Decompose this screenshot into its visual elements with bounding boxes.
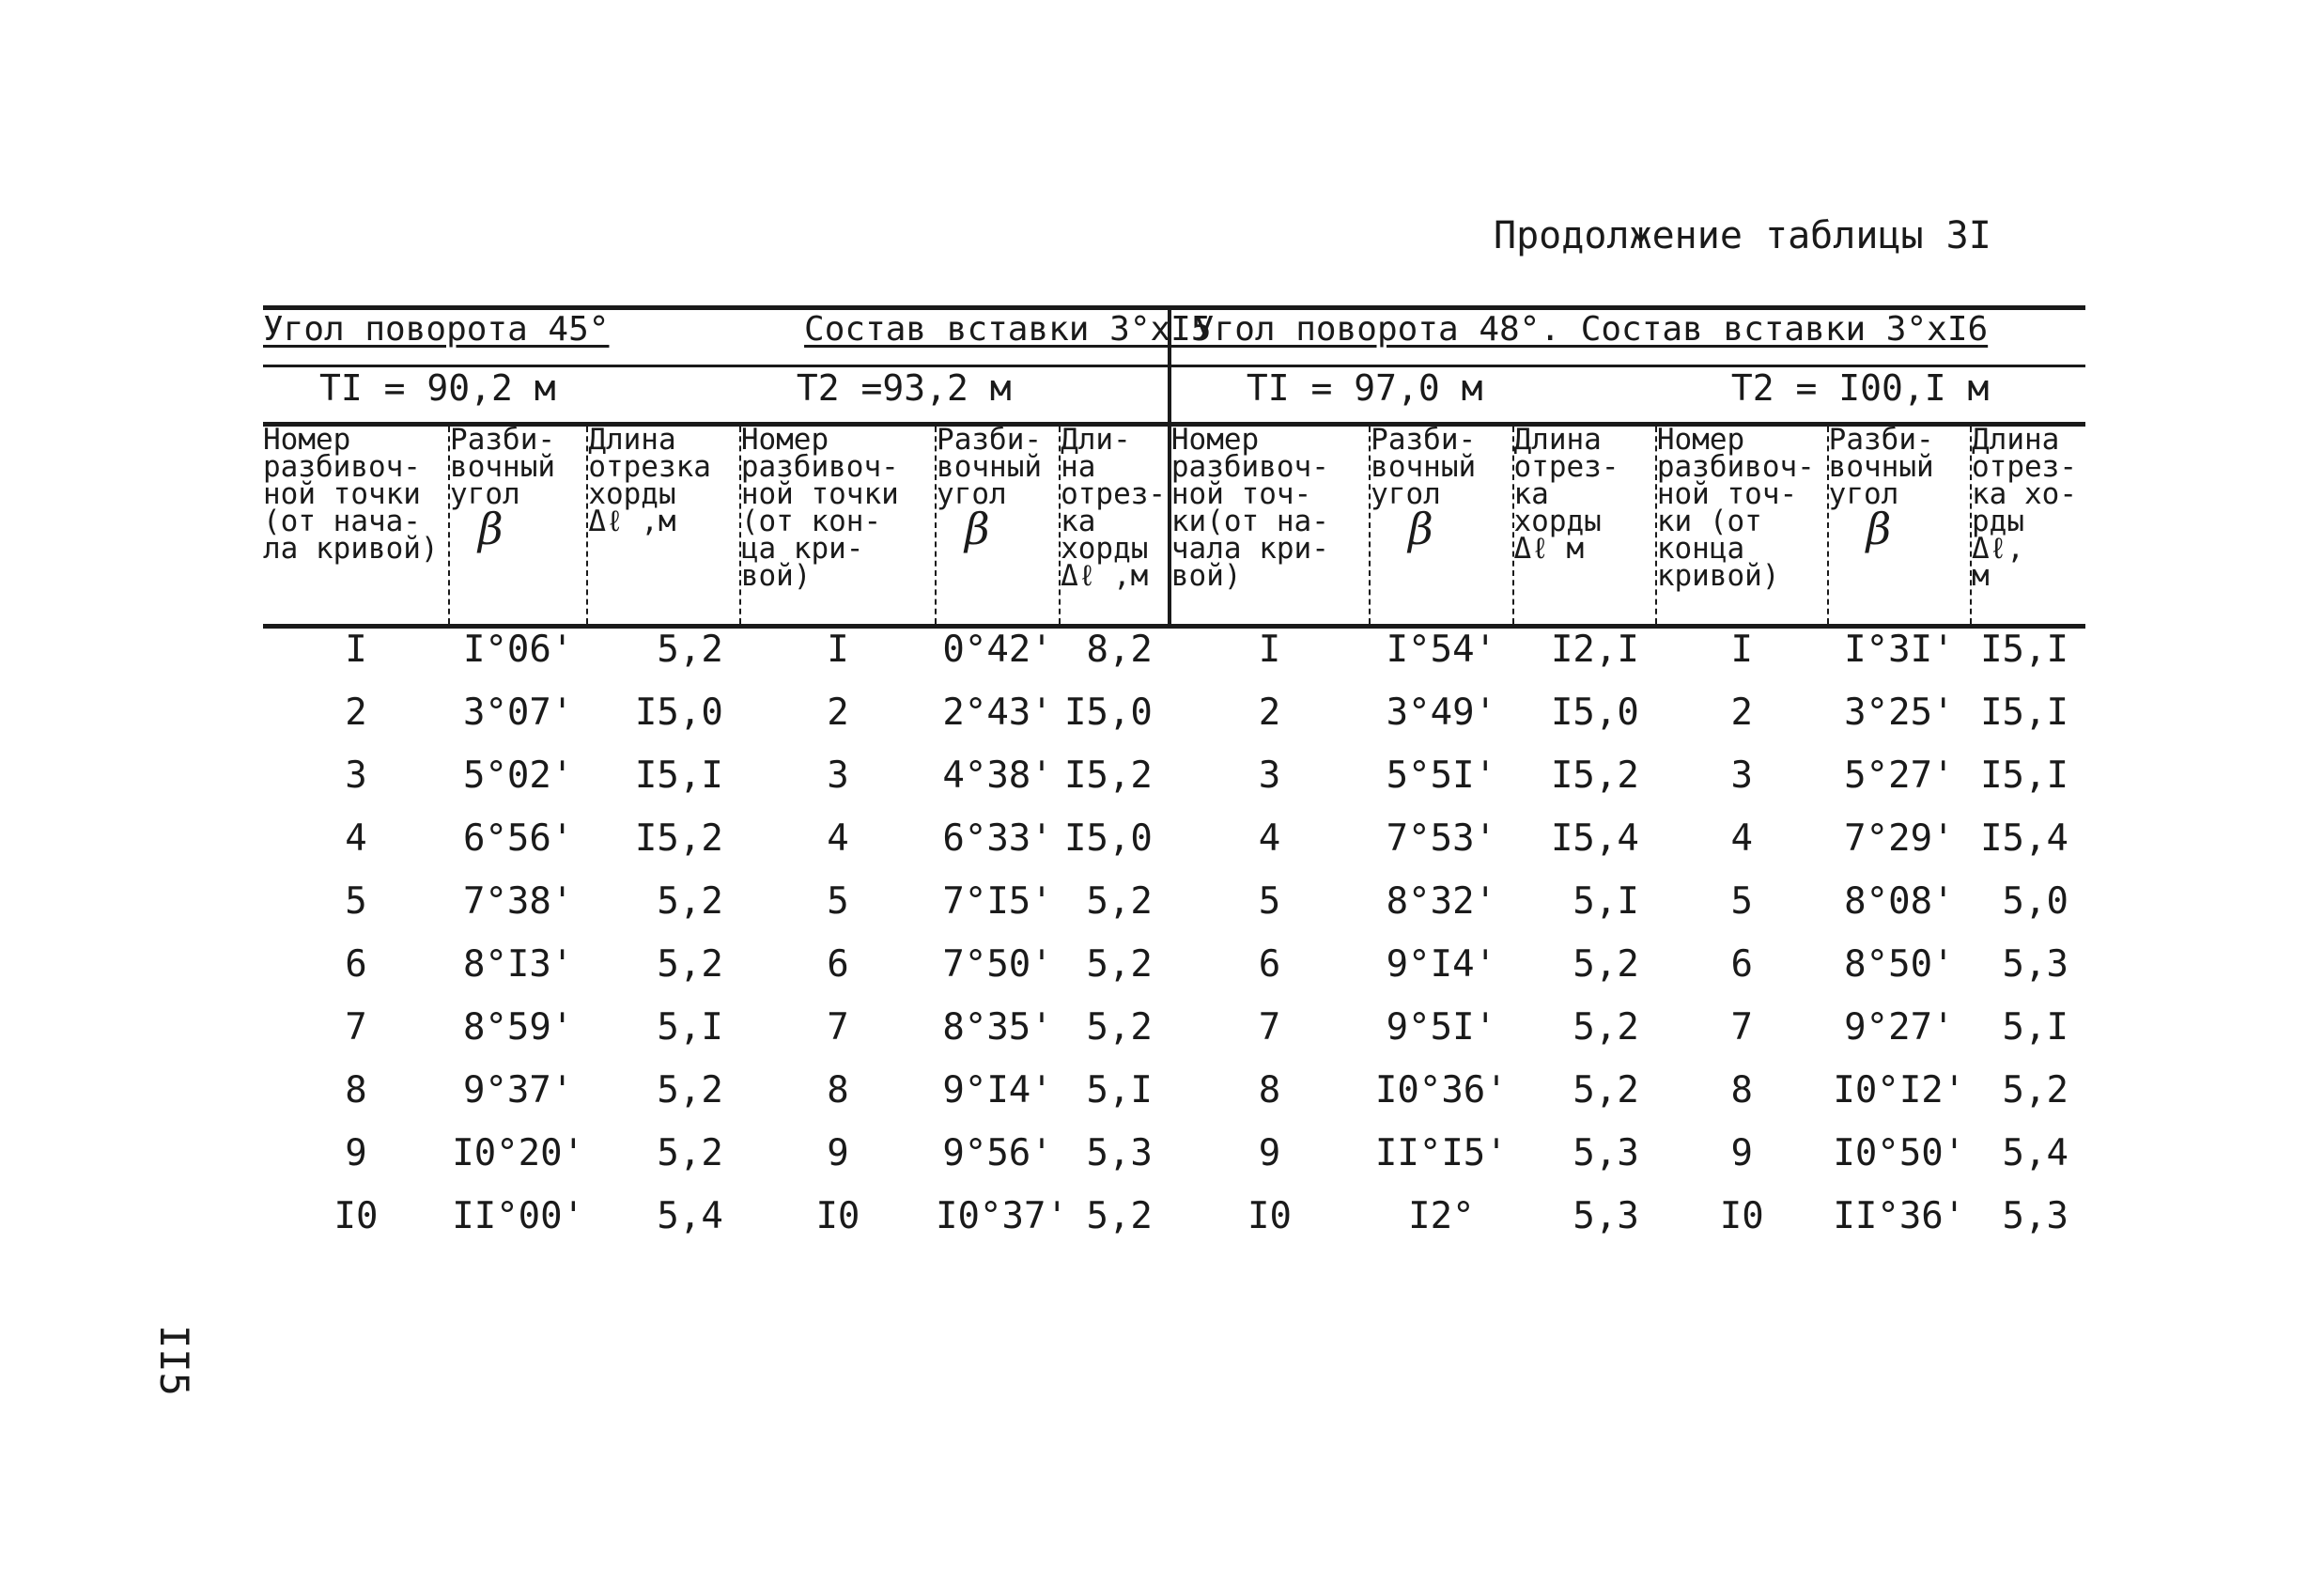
right-angle-a-cell: 8°32'	[1386, 880, 1497, 923]
right-length-a-cell: I2,I	[1550, 629, 1639, 671]
right-length-b-cell: 5,3	[2002, 943, 2068, 986]
table-row	[263, 1195, 2085, 1258]
header-left-length-b: Дли- на отрез- ка хорды Δℓ ,м	[1060, 425, 1170, 627]
left-angle-a-cell: 5°02'	[462, 754, 574, 797]
right-point-end-cell: I	[1730, 629, 1753, 671]
right-angle-b-cell: 8°08'	[1844, 880, 1955, 923]
left-point-start-cell: I	[345, 629, 367, 671]
right-point-end-cell: 4	[1730, 817, 1753, 860]
left-length-a-cell: 5,2	[657, 943, 723, 986]
right-length-b-cell: I5,I	[1980, 754, 2068, 797]
header-row	[263, 425, 2085, 627]
right-point-end-cell: 8	[1730, 1069, 1753, 1111]
right-length-b-cell: 5,4	[2002, 1132, 2068, 1174]
left-length-a-cell: 5,I	[657, 1006, 723, 1049]
right-angle-b-cell: I0°50'	[1833, 1132, 1966, 1174]
right-length-b-cell: 5,I	[2002, 1006, 2068, 1049]
left-angle-a-cell: 7°38'	[462, 880, 574, 923]
table-row	[263, 1132, 2085, 1195]
right-angle-a-cell: 9°I4'	[1386, 943, 1497, 986]
right-point-start-cell: 3	[1258, 754, 1281, 797]
left-length-b-cell: 5,2	[1086, 1006, 1153, 1049]
left-angle-b-cell: 7°50'	[942, 943, 1053, 986]
table-row	[263, 943, 2085, 1006]
left-point-start-cell: 7	[345, 1006, 367, 1049]
right-point-start-cell: I0	[1247, 1195, 1293, 1237]
right-point-start-cell: 6	[1258, 943, 1281, 986]
left-length-a-cell: I5,0	[634, 692, 723, 734]
table-body	[263, 627, 2085, 1259]
right-angle-b-cell: 3°25'	[1844, 692, 1955, 734]
left-length-a-cell: 5,4	[657, 1195, 723, 1237]
table-row	[263, 817, 2085, 880]
right-point-end-cell: I0	[1719, 1195, 1764, 1237]
left-length-b-cell: I5,2	[1063, 754, 1153, 797]
right-angle-a-cell: 9°5I'	[1386, 1006, 1497, 1049]
right-angle-a-cell: I2°	[1408, 1195, 1475, 1237]
right-point-start-cell: 9	[1258, 1132, 1281, 1174]
beta-symbol: β	[478, 504, 504, 554]
header-right-length-a: Длина отрез- ка хорды Δℓ м	[1513, 425, 1656, 627]
left-point-start-cell: 5	[345, 880, 367, 923]
left-angle-b-cell: 9°56'	[942, 1132, 1053, 1174]
header-right-point-start: Номер разбивоч- ной точ- ки(от на- чала кри- вой)	[1170, 425, 1370, 627]
survey-table	[263, 305, 2085, 1258]
left-point-end-cell: 6	[827, 943, 849, 986]
left-length-a-cell: 5,2	[657, 629, 723, 671]
right-point-end-cell: 3	[1730, 754, 1753, 797]
right-point-start-cell: I	[1258, 629, 1281, 671]
left-length-b-cell: 5,2	[1086, 880, 1153, 923]
table-row	[263, 692, 2085, 754]
right-length-a-cell: I5,0	[1550, 692, 1639, 734]
left-length-a-cell: I5,2	[634, 817, 723, 860]
header-right-point-end: Номер разбивоч- ной точ- ки (от конца кривой)	[1656, 425, 1828, 627]
right-angle-a-cell: 5°5I'	[1386, 754, 1497, 797]
right-length-a-cell: 5,3	[1573, 1132, 1639, 1174]
right-angle-b-cell: II°36'	[1833, 1195, 1966, 1237]
left-point-start-cell: 2	[345, 692, 367, 734]
title-row	[263, 308, 2085, 366]
right-length-b-cell: 5,3	[2002, 1195, 2068, 1237]
left-angle-b-cell: 2°43'	[942, 692, 1053, 734]
left-angle-a-cell: 9°37'	[462, 1069, 574, 1111]
right-t2: T2 = I00,I м	[1656, 366, 2085, 425]
left-title-a: Угол поворота 45°	[263, 310, 610, 349]
left-point-end-cell: 5	[827, 880, 849, 923]
left-length-b-cell: 5,I	[1086, 1069, 1153, 1111]
left-angle-b-cell: I0°37'	[936, 1195, 1068, 1237]
left-angle-a-cell: 8°I3'	[462, 943, 574, 986]
beta-symbol: β	[965, 504, 990, 554]
right-length-a-cell: 5,2	[1573, 1069, 1639, 1111]
right-point-start-cell: 4	[1258, 817, 1281, 860]
left-point-end-cell: 7	[827, 1006, 849, 1049]
left-angle-b-cell: 0°42'	[942, 629, 1053, 671]
right-length-b-cell: 5,0	[2002, 880, 2068, 923]
left-point-end-cell: 8	[827, 1069, 849, 1111]
left-point-start-cell: 3	[345, 754, 367, 797]
left-angle-a-cell: I0°20'	[452, 1132, 585, 1174]
left-angle-b-cell: 7°I5'	[942, 880, 1053, 923]
left-length-a-cell: 5,2	[657, 1132, 723, 1174]
table-row	[263, 754, 2085, 817]
right-length-a-cell: 5,I	[1573, 880, 1639, 923]
beta-symbol: β	[1866, 504, 1892, 554]
left-point-end-cell: 3	[827, 754, 849, 797]
beta-symbol: β	[1408, 504, 1433, 554]
right-angle-a-cell: II°I5'	[1374, 1132, 1508, 1174]
right-point-end-cell: 2	[1730, 692, 1753, 734]
left-point-end-cell: 2	[827, 692, 849, 734]
right-angle-b-cell: 9°27'	[1844, 1006, 1955, 1049]
left-length-b-cell: 5,2	[1086, 943, 1153, 986]
right-length-b-cell: I5,4	[1980, 817, 2068, 860]
left-point-end-cell: I	[827, 629, 849, 671]
left-angle-a-cell: 8°59'	[462, 1006, 574, 1049]
right-point-end-cell: 9	[1730, 1132, 1753, 1174]
right-point-end-cell: 7	[1730, 1006, 1753, 1049]
left-angle-b-cell: 6°33'	[942, 817, 1053, 860]
right-length-a-cell: 5,3	[1573, 1195, 1639, 1237]
right-title: Угол поворота 48°. Состав вставки 3°хI6	[1193, 310, 1989, 349]
left-title-b-cell	[804, 308, 1212, 366]
left-length-b-cell: I5,0	[1063, 817, 1153, 860]
header-right-angle-a: Разби- вочный угол β	[1370, 425, 1512, 627]
left-t1: TI = 90,2 м	[263, 366, 740, 425]
header-right-length-b: Длина отрез- ка хо- рды Δℓ, м	[1971, 425, 2085, 627]
header-left-point-end: Номер разбивоч- ной точки (от кон- ца кри- вой)	[740, 425, 936, 627]
right-t1: TI = 97,0 м	[1170, 366, 1656, 425]
right-length-a-cell: 5,2	[1573, 1006, 1639, 1049]
right-point-end-cell: 6	[1730, 943, 1753, 986]
right-length-b-cell: I5,I	[1980, 629, 2068, 671]
left-point-start-cell: 9	[345, 1132, 367, 1174]
table-row	[263, 1069, 2085, 1132]
left-angle-b-cell: 4°38'	[942, 754, 1053, 797]
left-length-a-cell: I5,I	[634, 754, 723, 797]
left-length-a-cell: 5,2	[657, 1069, 723, 1111]
tangent-row	[263, 366, 2085, 425]
left-length-b-cell: 5,3	[1086, 1132, 1153, 1174]
right-length-b-cell: 5,2	[2002, 1069, 2068, 1111]
left-angle-b-cell: 9°I4'	[942, 1069, 1053, 1111]
right-angle-b-cell: I0°I2'	[1833, 1069, 1966, 1111]
right-length-a-cell: 5,2	[1573, 943, 1639, 986]
header-left-angle-b: Разби- вочный угол β	[936, 425, 1060, 627]
left-point-start-cell: 8	[345, 1069, 367, 1111]
left-point-end-cell: I0	[815, 1195, 860, 1237]
header-left-length-a: Длина отрезка хорды Δℓ ,м	[587, 425, 740, 627]
header-left-point-start: Номер разбивоч- ной точки (от нача- ла кривой)	[263, 425, 449, 627]
left-point-end-cell: 9	[827, 1132, 849, 1174]
header-right-angle-b: Разби- вочный угол β	[1828, 425, 1971, 627]
right-length-a-cell: I5,4	[1550, 817, 1639, 860]
right-angle-a-cell: 7°53'	[1386, 817, 1497, 860]
right-angle-b-cell: 5°27'	[1844, 754, 1955, 797]
right-point-start-cell: 7	[1258, 1006, 1281, 1049]
right-angle-a-cell: 3°49'	[1386, 692, 1497, 734]
right-angle-a-cell: I°54'	[1386, 629, 1497, 671]
page-number: II5	[151, 1325, 197, 1396]
right-title-cell	[1170, 308, 2085, 366]
left-point-start-cell: 6	[345, 943, 367, 986]
left-length-b-cell: 5,2	[1086, 1195, 1153, 1237]
right-angle-b-cell: I°3I'	[1844, 629, 1955, 671]
table-row	[263, 627, 2085, 692]
left-t2: T2 =93,2 м	[740, 366, 1170, 425]
right-angle-b-cell: 7°29'	[1844, 817, 1955, 860]
left-point-end-cell: 4	[827, 817, 849, 860]
table-row	[263, 1006, 2085, 1069]
right-point-start-cell: 5	[1258, 880, 1281, 923]
left-angle-a-cell: II°00'	[452, 1195, 585, 1237]
table-caption: Продолжение таблицы 3I	[1494, 214, 1991, 257]
right-point-end-cell: 5	[1730, 880, 1753, 923]
right-point-start-cell: 8	[1258, 1069, 1281, 1111]
left-length-b-cell: I5,0	[1063, 692, 1153, 734]
right-length-b-cell: I5,I	[1980, 692, 2068, 734]
right-length-a-cell: I5,2	[1550, 754, 1639, 797]
left-angle-b-cell: 8°35'	[942, 1006, 1053, 1049]
table-row	[263, 880, 2085, 943]
right-angle-a-cell: I0°36'	[1374, 1069, 1508, 1111]
header-left-angle-a: Разби- вочный угол β	[449, 425, 587, 627]
left-angle-a-cell: 6°56'	[462, 817, 574, 860]
left-point-start-cell: I0	[333, 1195, 379, 1237]
left-title-b: Состав вставки 3°хI5	[804, 310, 1212, 349]
right-point-start-cell: 2	[1258, 692, 1281, 734]
left-angle-a-cell: 3°07'	[462, 692, 574, 734]
left-angle-a-cell: I°06'	[462, 629, 574, 671]
left-length-b-cell: 8,2	[1086, 629, 1153, 671]
right-angle-b-cell: 8°50'	[1844, 943, 1955, 986]
left-point-start-cell: 4	[345, 817, 367, 860]
left-length-a-cell: 5,2	[657, 880, 723, 923]
table-container	[263, 305, 2085, 1258]
